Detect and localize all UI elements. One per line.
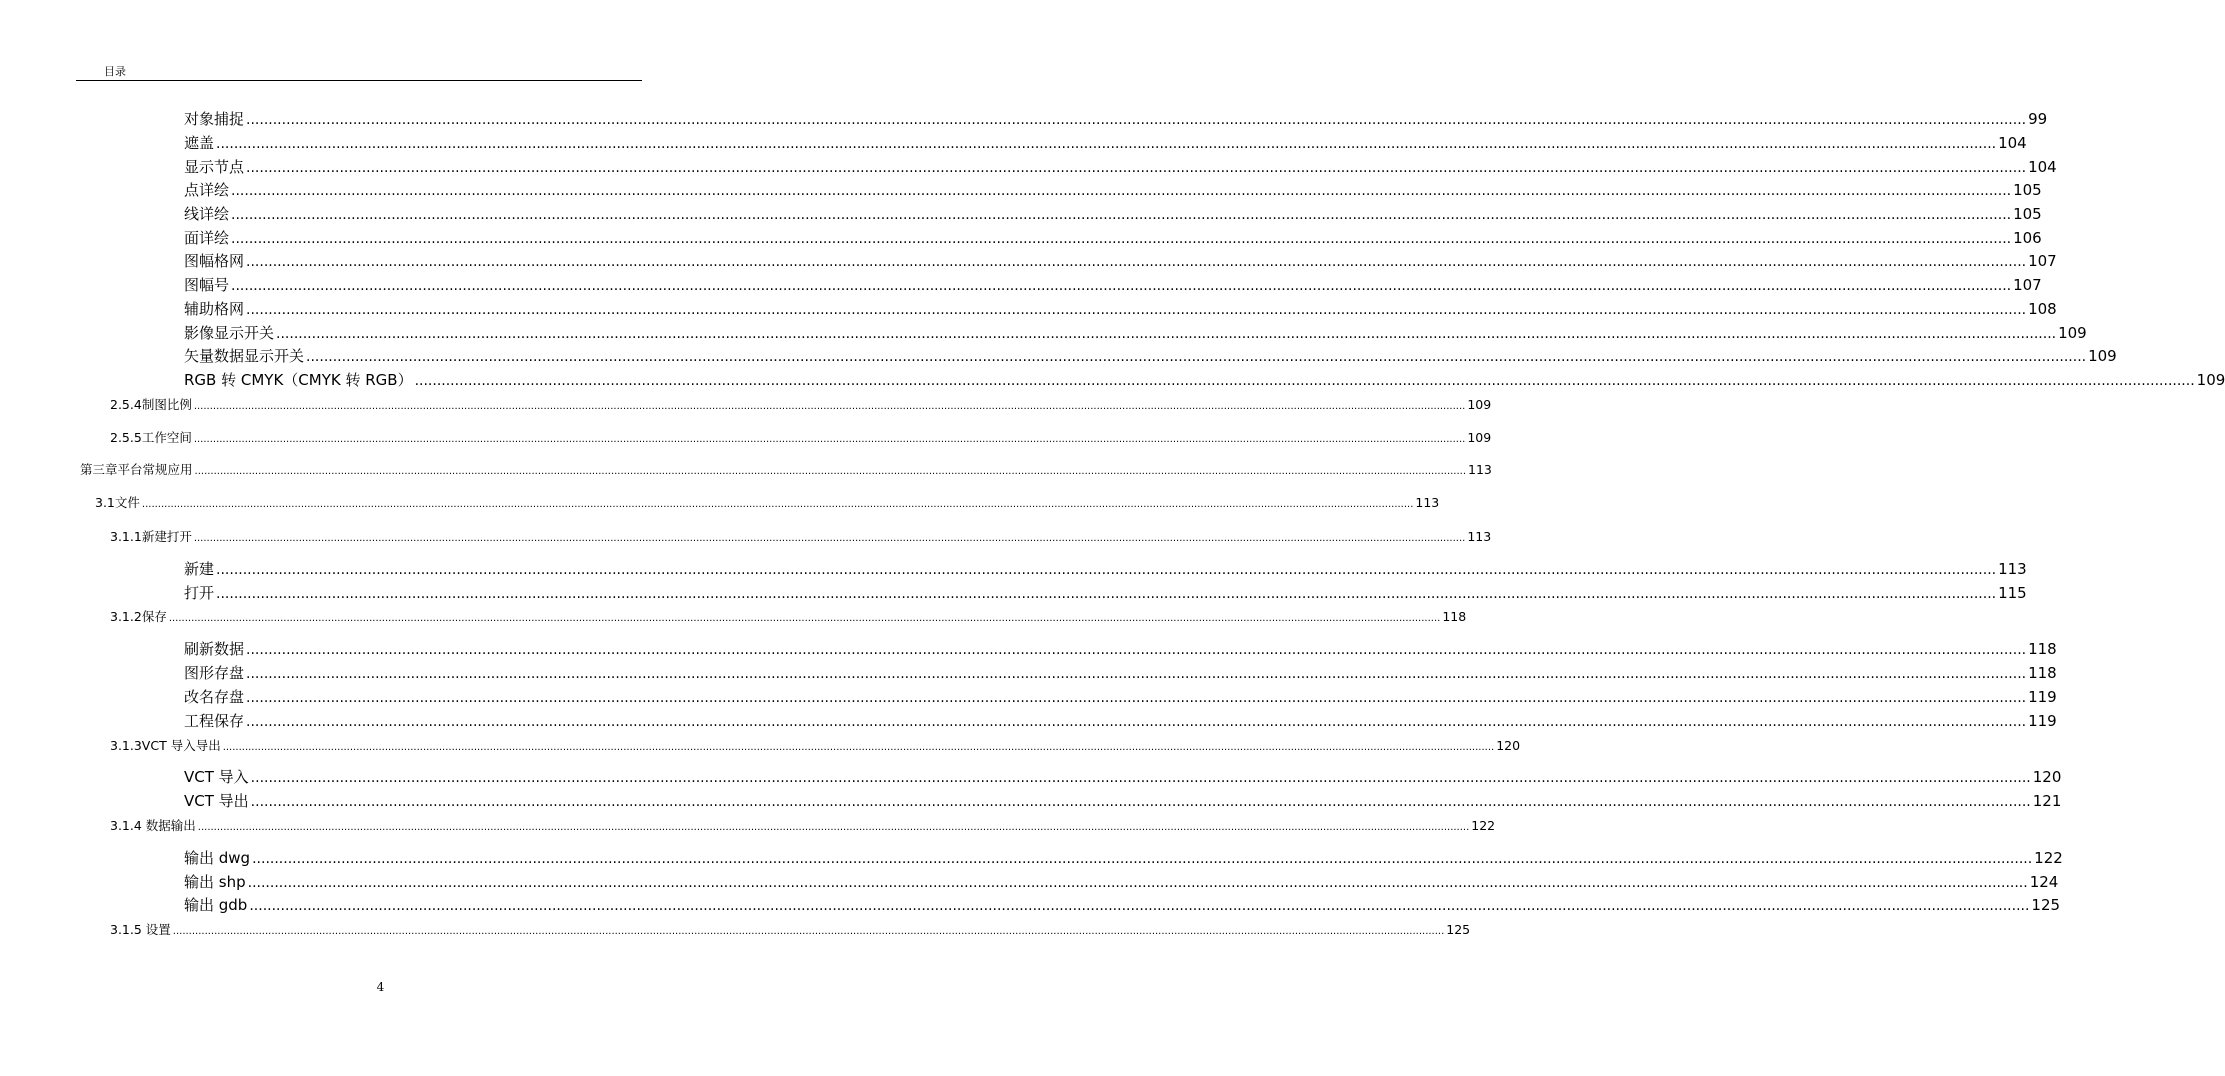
toc-entry-title: 输出 shp bbox=[184, 873, 246, 891]
toc-entry-title: 对象捕捉 bbox=[184, 110, 245, 128]
toc-entry[interactable] bbox=[80, 460, 1492, 478]
toc-entry-page: 105 bbox=[2013, 181, 2042, 199]
toc-entry[interactable] bbox=[184, 790, 2062, 811]
toc-dot-leader: ................................................................................................................................................................................................................................................................................................................................................................................................................ bbox=[168, 613, 1441, 624]
toc-dot-leader: ................................................................................................................................................................................................................................................................................................................................................................................................................ bbox=[216, 562, 1997, 578]
toc-entry-page: 104 bbox=[2028, 158, 2057, 176]
toc-entry-page: 109 bbox=[1467, 397, 1492, 412]
toc-dot-leader: ................................................................................................................................................................................................................................................................................................................................................................................................................ bbox=[231, 278, 2012, 294]
toc-entry-page: 121 bbox=[2032, 792, 2062, 810]
toc-entry-title: 保存 bbox=[141, 609, 167, 624]
toc-entry[interactable] bbox=[184, 847, 2063, 868]
toc-entry-title: 文件 bbox=[114, 495, 140, 510]
toc-dot-leader: ................................................................................................................................................................................................................................................................................................................................................................................................................ bbox=[246, 160, 2027, 176]
toc-entry[interactable] bbox=[184, 227, 2042, 248]
toc-entry-title: 辅助格网 bbox=[184, 300, 245, 318]
toc-entry-page: 99 bbox=[2028, 110, 2048, 128]
toc-dot-leader: ................................................................................................................................................................................................................................................................................................................................................................................................................ bbox=[414, 373, 2195, 389]
toc-entry[interactable] bbox=[184, 250, 2057, 271]
toc-entry-page: 109 bbox=[2196, 371, 2225, 389]
toc-entry-title: 刷新数据 bbox=[184, 640, 245, 658]
toc-entry-title: 面详绘 bbox=[184, 229, 230, 247]
toc-entry-title: 输出 dwg bbox=[184, 849, 251, 867]
toc-entry-page: 115 bbox=[1998, 584, 2027, 602]
toc-dot-leader: ................................................................................................................................................................................................................................................................................................................................................................................................................ bbox=[172, 926, 1445, 937]
toc-entry-page: 113 bbox=[1998, 560, 2027, 578]
toc-entry[interactable] bbox=[110, 428, 1492, 446]
toc-dot-leader: ................................................................................................................................................................................................................................................................................................................................................................................................................ bbox=[306, 349, 2087, 365]
toc-entry[interactable] bbox=[184, 345, 2117, 366]
toc-entry[interactable] bbox=[184, 179, 2042, 200]
toc-dot-leader: ................................................................................................................................................................................................................................................................................................................................................................................................................ bbox=[141, 499, 1414, 510]
toc-dot-leader: ................................................................................................................................................................................................................................................................................................................................................................................................................ bbox=[246, 666, 2027, 682]
toc-entry-title: 平台常规应用 bbox=[117, 462, 193, 477]
toc-dot-leader: ................................................................................................................................................................................................................................................................................................................................................................................................................ bbox=[193, 434, 1466, 445]
toc-entry[interactable] bbox=[184, 638, 2057, 659]
toc-entry[interactable] bbox=[184, 686, 2057, 707]
toc-entry-page: 109 bbox=[2088, 347, 2117, 365]
toc-entry[interactable] bbox=[184, 322, 2087, 343]
toc-entry-title: 图幅格网 bbox=[184, 252, 245, 270]
toc-entry-title: VCT 导入 bbox=[184, 768, 249, 786]
toc-entry-page: 113 bbox=[1468, 462, 1492, 477]
toc-entry-page: 113 bbox=[1467, 529, 1492, 544]
toc-entry[interactable] bbox=[184, 369, 2225, 390]
toc-entry[interactable] bbox=[184, 108, 2048, 129]
toc-entry-page: 118 bbox=[1442, 609, 1467, 624]
toc-entry-title: 打开 bbox=[184, 584, 215, 602]
toc-entry-page: 118 bbox=[2028, 664, 2057, 682]
toc-dot-leader: ................................................................................................................................................................................................................................................................................................................................................................................................................ bbox=[193, 401, 1466, 412]
toc-entry[interactable] bbox=[184, 203, 2042, 224]
toc-entry-page: 125 bbox=[2031, 896, 2061, 914]
toc-dot-leader: ................................................................................................................................................................................................................................................................................................................................................................................................................ bbox=[246, 690, 2027, 706]
toc-entry[interactable] bbox=[184, 558, 2027, 579]
toc-dot-leader: ................................................................................................................................................................................................................................................................................................................................................................................................................ bbox=[247, 875, 2028, 891]
page-header-label: 目录 bbox=[104, 65, 126, 78]
toc-entry[interactable] bbox=[184, 132, 2027, 153]
toc-entry-title: RGB 转 CMYK（CMYK 转 RGB） bbox=[184, 371, 413, 389]
toc-entry-number: 2.5.5 bbox=[110, 430, 142, 445]
toc-entry-title: 新建 bbox=[184, 560, 215, 578]
toc-entry-page: 120 bbox=[2032, 768, 2062, 786]
toc-entry-page: 120 bbox=[1496, 738, 1521, 753]
toc-entry[interactable] bbox=[184, 710, 2057, 731]
toc-dot-leader: ................................................................................................................................................................................................................................................................................................................................................................................................................ bbox=[216, 586, 1997, 602]
toc-entry-page: 104 bbox=[1998, 134, 2027, 152]
toc-entry-number: 2.5.4 bbox=[110, 397, 142, 412]
toc-dot-leader: ................................................................................................................................................................................................................................................................................................................................................................................................................ bbox=[197, 822, 1470, 833]
toc-entry-page: 105 bbox=[2013, 205, 2042, 223]
toc-entry-title: 工作空间 bbox=[141, 430, 192, 445]
toc-entry[interactable] bbox=[95, 493, 1440, 511]
toc-dot-leader: ................................................................................................................................................................................................................................................................................................................................................................................................................ bbox=[246, 112, 2027, 128]
toc-entry-title: VCT 导出 bbox=[184, 792, 249, 810]
toc-entry-page: 109 bbox=[2058, 324, 2087, 342]
toc-dot-leader: ................................................................................................................................................................................................................................................................................................................................................................................................................ bbox=[246, 714, 2027, 730]
toc-entry-page: 119 bbox=[2028, 688, 2057, 706]
toc-entry-title: 影像显示开关 bbox=[184, 324, 275, 342]
toc-dot-leader: ................................................................................................................................................................................................................................................................................................................................................................................................................ bbox=[246, 254, 2027, 270]
toc-entry-number: 3.1.2 bbox=[110, 609, 142, 624]
toc-entry[interactable] bbox=[184, 298, 2057, 319]
toc-dot-leader: ................................................................................................................................................................................................................................................................................................................................................................................................................ bbox=[246, 302, 2027, 318]
toc-entry-page: 108 bbox=[2028, 300, 2057, 318]
toc-entry-title: 线详绘 bbox=[184, 205, 230, 223]
toc-entry-page: 122 bbox=[2034, 849, 2063, 867]
toc-dot-leader: ................................................................................................................................................................................................................................................................................................................................................................................................................ bbox=[250, 794, 2031, 810]
toc-entry[interactable] bbox=[110, 607, 1467, 625]
toc-entry-page: 107 bbox=[2013, 276, 2042, 294]
toc-entry-page: 119 bbox=[2028, 712, 2057, 730]
toc-entry-title: 3.1.4 数据输出 bbox=[110, 818, 196, 833]
page-number: 4 bbox=[376, 980, 385, 994]
toc-dot-leader: ................................................................................................................................................................................................................................................................................................................................................................................................................ bbox=[276, 326, 2057, 342]
toc-entry[interactable] bbox=[110, 527, 1492, 545]
toc-dot-leader: ................................................................................................................................................................................................................................................................................................................................................................................................................ bbox=[249, 898, 2030, 914]
toc-dot-leader: ................................................................................................................................................................................................................................................................................................................................................................................................................ bbox=[231, 183, 2012, 199]
toc-entry-number: 3.1 bbox=[95, 495, 115, 510]
toc-entry[interactable] bbox=[184, 156, 2057, 177]
toc-entry-page: 107 bbox=[2028, 252, 2057, 270]
toc-entry-page: 124 bbox=[2029, 873, 2059, 891]
toc-entry-title: 制图比例 bbox=[141, 397, 192, 412]
toc-dot-leader: ................................................................................................................................................................................................................................................................................................................................................................................................................ bbox=[193, 533, 1466, 544]
toc-dot-leader: ................................................................................................................................................................................................................................................................................................................................................................................................................ bbox=[246, 642, 2027, 658]
toc-entry-title: 矢量数据显示开关 bbox=[184, 347, 305, 365]
toc-entry-page: 118 bbox=[2028, 640, 2057, 658]
toc-entry[interactable] bbox=[110, 395, 1492, 413]
toc-entry[interactable] bbox=[184, 582, 2027, 603]
toc-dot-leader: ................................................................................................................................................................................................................................................................................................................................................................................................................ bbox=[252, 851, 2033, 867]
toc-entry-page: 109 bbox=[1467, 430, 1492, 445]
toc-entry-title: 工程保存 bbox=[184, 712, 245, 730]
toc-dot-leader: ................................................................................................................................................................................................................................................................................................................................................................................................................ bbox=[222, 742, 1495, 753]
toc-dot-leader: ................................................................................................................................................................................................................................................................................................................................................................................................................ bbox=[231, 207, 2012, 223]
toc-entry[interactable] bbox=[184, 766, 2062, 787]
toc-dot-leader: ................................................................................................................................................................................................................................................................................................................................................................................................................ bbox=[250, 770, 2031, 786]
toc-entry[interactable] bbox=[110, 920, 1471, 938]
toc-entry[interactable] bbox=[110, 816, 1496, 834]
toc-entry-title: 3.1.5 设置 bbox=[110, 922, 171, 937]
toc-dot-leader: ................................................................................................................................................................................................................................................................................................................................................................................................................ bbox=[231, 231, 2012, 247]
toc-entry-title: 图形存盘 bbox=[184, 664, 245, 682]
toc-entry-page: 122 bbox=[1471, 818, 1496, 833]
toc-entry-title: 点详绘 bbox=[184, 181, 230, 199]
toc-entry-title: 遮盖 bbox=[184, 134, 215, 152]
toc-entry-title: 新建打开 bbox=[141, 529, 192, 544]
toc-dot-leader: ................................................................................................................................................................................................................................................................................................................................................................................................................ bbox=[216, 136, 1997, 152]
toc-dot-leader: ................................................................................................................................................................................................................................................................................................................................................................................................................ bbox=[194, 466, 1467, 477]
toc-entry-number: 3.1.1 bbox=[110, 529, 142, 544]
toc-entry-title: 输出 gdb bbox=[184, 896, 248, 914]
toc-entry-title: 图幅号 bbox=[184, 276, 230, 294]
toc-entry-title: 3.1.3VCT 导入导出 bbox=[110, 738, 221, 753]
toc-entry-title: 改名存盘 bbox=[184, 688, 245, 706]
toc-entry-page: 113 bbox=[1415, 495, 1440, 510]
toc-entry[interactable] bbox=[184, 894, 2061, 915]
toc-entry-title: 显示节点 bbox=[184, 158, 245, 176]
toc-entry-page: 106 bbox=[2013, 229, 2042, 247]
toc-entry[interactable] bbox=[184, 662, 2057, 683]
toc-entry[interactable] bbox=[184, 274, 2042, 295]
toc-entry-page: 125 bbox=[1446, 922, 1471, 937]
toc-entry[interactable] bbox=[110, 736, 1521, 754]
toc-entry-number: 第三章 bbox=[80, 462, 118, 477]
toc-entry[interactable] bbox=[184, 871, 2059, 892]
